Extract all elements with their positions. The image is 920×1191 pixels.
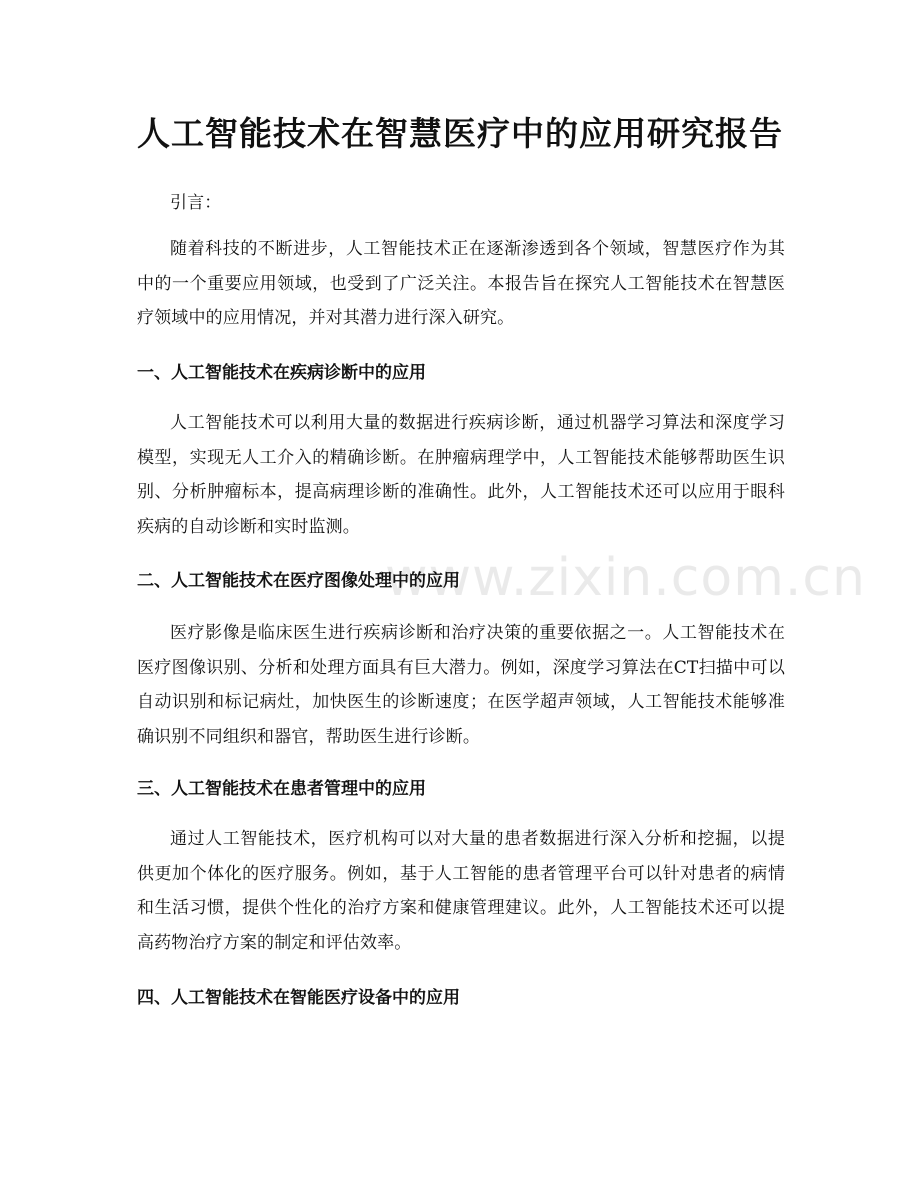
section-paragraph-2: 医疗影像是临床医生进行疾病诊断和治疗决策的重要依据之一。人工智能技术在医疗图像识别、分析和处理方面具有巨大潜力。例如，深度学习算法在CT扫描中可以自动识别和标记病灶，加快医生的诊断速度；在医学超声领域，人工智能技术能够准确识别不同组织和器官，帮助医生进行诊断。: [137, 623, 785, 747]
section-heading-2: 二、人工智能技术在医疗图像处理中的应用: [137, 571, 460, 591]
intro-paragraph: 随着科技的不断进步，人工智能技术正在逐渐渗透到各个领域，智慧医疗作为其中的一个重要应用领域，也受到了广泛关注。本报告旨在探究人工智能技术在智慧医疗领域中的应用情况，并对其潜力进行深入研究。: [137, 239, 785, 328]
section-paragraph-1: 人工智能技术可以利用大量的数据进行疾病诊断，通过机器学习算法和深度学习模型，实现无人工介入的精确诊断。在肿瘤病理学中，人工智能技术能够帮助医生识别、分析肿瘤标本，提高病理诊断的准确性。此外，人工智能技术还可以应用于眼科疾病的自动诊断和实时监测。: [137, 413, 785, 537]
intro-label: 引言：: [170, 193, 222, 213]
section-heading-3: 三、人工智能技术在患者管理中的应用: [137, 779, 426, 799]
document-title: 人工智能技术在智慧医疗中的应用研究报告: [137, 114, 783, 153]
section-heading-1: 一、人工智能技术在疾病诊断中的应用: [137, 363, 426, 383]
section-heading-4: 四、人工智能技术在智能医疗设备中的应用: [137, 988, 460, 1008]
watermark: www.zixin.com.cn: [385, 548, 866, 608]
section-paragraph-3: 通过人工智能技术，医疗机构可以对大量的患者数据进行深入分析和挖掘，以提供更加个体化的医疗服务。例如，基于人工智能的患者管理平台可以针对患者的病情和生活习惯，提供个性化的治疗方案和健康管理建议。此外，人工智能技术还可以提高药物治疗方案的制定和评估效率。: [137, 829, 785, 953]
